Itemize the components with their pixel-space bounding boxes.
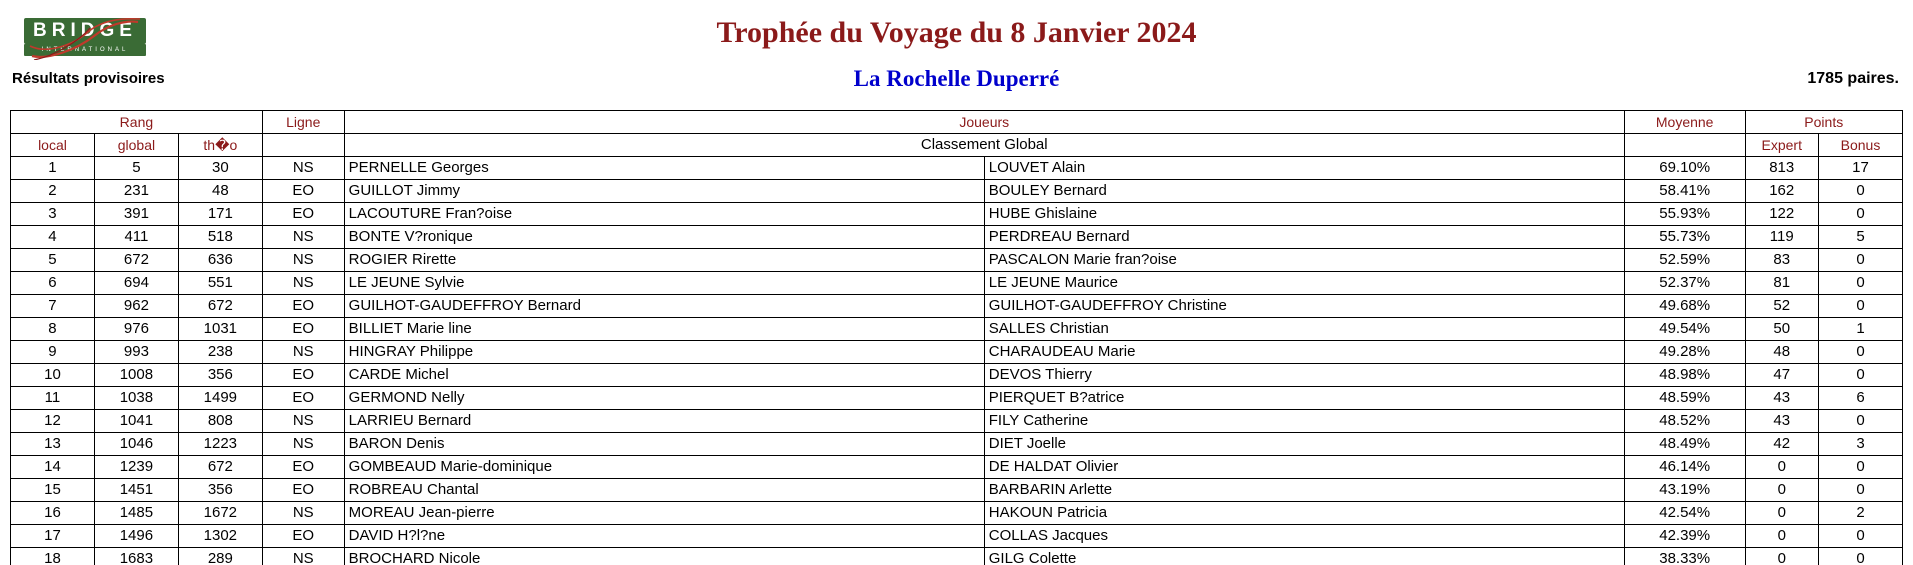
- cell-player-1: LARRIEU Bernard: [344, 410, 984, 433]
- cell-rang-theo: 808: [178, 410, 262, 433]
- cell-rang-global: 1239: [94, 456, 178, 479]
- cell-ligne: EO: [262, 456, 344, 479]
- cell-player-1: ROGIER Rirette: [344, 249, 984, 272]
- table-row: [11, 272, 1903, 295]
- cell-rang-theo: 356: [178, 479, 262, 502]
- cell-ligne: NS: [262, 548, 344, 565]
- cell-rang-global: 1683: [94, 548, 178, 565]
- cell-rang-theo: 1499: [178, 387, 262, 410]
- cell-ligne: NS: [262, 157, 344, 180]
- cell-player-1: BARON Denis: [344, 433, 984, 456]
- cell-rang-local: 6: [11, 272, 95, 295]
- cell-rang-local: 16: [11, 502, 95, 525]
- cell-points-expert: 42: [1745, 433, 1818, 456]
- table-sub-header-row: [11, 134, 1903, 157]
- cell-moyenne: 69.10%: [1624, 157, 1745, 180]
- cell-rang-local: 8: [11, 318, 95, 341]
- cell-points-expert: 81: [1745, 272, 1818, 295]
- cell-ligne: NS: [262, 226, 344, 249]
- cell-ligne: NS: [262, 433, 344, 456]
- cell-player-1: HINGRAY Philippe: [344, 341, 984, 364]
- header-global: global: [94, 134, 178, 157]
- cell-rang-theo: 518: [178, 226, 262, 249]
- cell-points-bonus: 0: [1818, 364, 1902, 387]
- cell-rang-theo: 672: [178, 295, 262, 318]
- table-row: [11, 456, 1903, 479]
- cell-moyenne: 55.93%: [1624, 203, 1745, 226]
- cell-rang-global: 411: [94, 226, 178, 249]
- cell-player-1: LACOUTURE Fran?oise: [344, 203, 984, 226]
- cell-points-bonus: 0: [1818, 548, 1902, 565]
- cell-points-bonus: 0: [1818, 525, 1902, 548]
- table-row: [11, 410, 1903, 433]
- header-points: Points: [1745, 111, 1902, 134]
- cell-ligne: NS: [262, 272, 344, 295]
- results-table-container: [10, 110, 1903, 565]
- cell-ligne: EO: [262, 203, 344, 226]
- table-group-header-row: [11, 111, 1903, 134]
- cell-points-expert: 162: [1745, 180, 1818, 203]
- cell-ligne: EO: [262, 318, 344, 341]
- cell-ligne: EO: [262, 180, 344, 203]
- cell-player-1: CARDE Michel: [344, 364, 984, 387]
- cell-rang-theo: 48: [178, 180, 262, 203]
- table-row: [11, 180, 1903, 203]
- cell-points-bonus: 0: [1818, 410, 1902, 433]
- cell-points-bonus: 0: [1818, 249, 1902, 272]
- cell-rang-local: 5: [11, 249, 95, 272]
- cell-player-1: DAVID H?l?ne: [344, 525, 984, 548]
- cell-player-2: DEVOS Thierry: [984, 364, 1624, 387]
- cell-points-bonus: 0: [1818, 295, 1902, 318]
- cell-points-expert: 43: [1745, 387, 1818, 410]
- cell-player-1: GOMBEAUD Marie-dominique: [344, 456, 984, 479]
- cell-moyenne: 42.54%: [1624, 502, 1745, 525]
- cell-moyenne: 42.39%: [1624, 525, 1745, 548]
- cell-moyenne: 49.68%: [1624, 295, 1745, 318]
- results-table-body: [11, 157, 1903, 565]
- cell-rang-global: 5: [94, 157, 178, 180]
- table-row: [11, 341, 1903, 364]
- cell-points-bonus: 2: [1818, 502, 1902, 525]
- cell-points-expert: 83: [1745, 249, 1818, 272]
- cell-moyenne: 52.59%: [1624, 249, 1745, 272]
- header-moyenne-blank: [1624, 134, 1745, 157]
- cell-rang-global: 1008: [94, 364, 178, 387]
- cell-ligne: EO: [262, 295, 344, 318]
- table-row: [11, 364, 1903, 387]
- cell-points-bonus: 17: [1818, 157, 1902, 180]
- header-theo: th�o: [178, 134, 262, 157]
- cell-ligne: NS: [262, 502, 344, 525]
- cell-points-expert: 119: [1745, 226, 1818, 249]
- cell-rang-theo: 672: [178, 456, 262, 479]
- cell-points-expert: 0: [1745, 456, 1818, 479]
- cell-moyenne: 49.54%: [1624, 318, 1745, 341]
- cell-rang-global: 1451: [94, 479, 178, 502]
- cell-moyenne: 58.41%: [1624, 180, 1745, 203]
- cell-rang-global: 1041: [94, 410, 178, 433]
- cell-points-bonus: 3: [1818, 433, 1902, 456]
- page-header: [0, 0, 1913, 92]
- cell-moyenne: 52.37%: [1624, 272, 1745, 295]
- cell-player-1: GERMOND Nelly: [344, 387, 984, 410]
- cell-player-2: PASCALON Marie fran?oise: [984, 249, 1624, 272]
- cell-rang-theo: 551: [178, 272, 262, 295]
- cell-player-1: BILLIET Marie line: [344, 318, 984, 341]
- header-ligne-blank: [262, 134, 344, 157]
- table-row: [11, 295, 1903, 318]
- cell-rang-theo: 1223: [178, 433, 262, 456]
- cell-points-expert: 48: [1745, 341, 1818, 364]
- cell-ligne: EO: [262, 479, 344, 502]
- cell-rang-local: 7: [11, 295, 95, 318]
- table-row: [11, 203, 1903, 226]
- header-bonus: Bonus: [1818, 134, 1902, 157]
- cell-rang-global: 694: [94, 272, 178, 295]
- cell-ligne: EO: [262, 525, 344, 548]
- cell-rang-theo: 171: [178, 203, 262, 226]
- cell-points-expert: 0: [1745, 502, 1818, 525]
- cell-points-bonus: 0: [1818, 479, 1902, 502]
- cell-player-2: LE JEUNE Maurice: [984, 272, 1624, 295]
- cell-points-bonus: 0: [1818, 456, 1902, 479]
- cell-moyenne: 49.28%: [1624, 341, 1745, 364]
- cell-rang-global: 231: [94, 180, 178, 203]
- cell-player-2: DE HALDAT Olivier: [984, 456, 1624, 479]
- header-rang: Rang: [11, 111, 263, 134]
- cell-moyenne: 43.19%: [1624, 479, 1745, 502]
- header-local: local: [11, 134, 95, 157]
- header-moyenne: Moyenne: [1624, 111, 1745, 134]
- cell-moyenne: 48.59%: [1624, 387, 1745, 410]
- header-expert: Expert: [1745, 134, 1818, 157]
- page-title: Trophée du Voyage du 8 Janvier 2024: [716, 16, 1197, 49]
- cell-points-bonus: 0: [1818, 272, 1902, 295]
- cell-player-2: CHARAUDEAU Marie: [984, 341, 1624, 364]
- header-joueurs: Joueurs: [344, 111, 1624, 134]
- cell-points-expert: 0: [1745, 525, 1818, 548]
- header-ligne: Ligne: [262, 111, 344, 134]
- header-subline: [0, 66, 1913, 102]
- cell-rang-global: 672: [94, 249, 178, 272]
- cell-ligne: EO: [262, 364, 344, 387]
- cell-rang-local: 14: [11, 456, 95, 479]
- cell-rang-global: 1485: [94, 502, 178, 525]
- cell-ligne: NS: [262, 341, 344, 364]
- header-classement-global: Classement Global: [344, 134, 1624, 157]
- cell-player-1: GUILHOT-GAUDEFFROY Bernard: [344, 295, 984, 318]
- cell-rang-global: 391: [94, 203, 178, 226]
- cell-rang-local: 15: [11, 479, 95, 502]
- cell-points-expert: 52: [1745, 295, 1818, 318]
- cell-player-2: BARBARIN Arlette: [984, 479, 1624, 502]
- cell-rang-local: 3: [11, 203, 95, 226]
- cell-rang-global: 976: [94, 318, 178, 341]
- cell-rang-global: 1046: [94, 433, 178, 456]
- cell-player-2: HAKOUN Patricia: [984, 502, 1624, 525]
- cell-rang-global: 1496: [94, 525, 178, 548]
- table-row: [11, 249, 1903, 272]
- cell-ligne: EO: [262, 387, 344, 410]
- cell-points-expert: 0: [1745, 548, 1818, 565]
- cell-moyenne: 38.33%: [1624, 548, 1745, 565]
- provisional-status: Résultats provisoires: [12, 70, 165, 87]
- table-row: [11, 548, 1903, 565]
- cell-rang-theo: 30: [178, 157, 262, 180]
- cell-player-1: ROBREAU Chantal: [344, 479, 984, 502]
- cell-points-expert: 43: [1745, 410, 1818, 433]
- cell-moyenne: 48.49%: [1624, 433, 1745, 456]
- table-row: [11, 387, 1903, 410]
- cell-rang-local: 2: [11, 180, 95, 203]
- cell-player-2: LOUVET Alain: [984, 157, 1624, 180]
- cell-player-1: BROCHARD Nicole: [344, 548, 984, 565]
- cell-player-1: GUILLOT Jimmy: [344, 180, 984, 203]
- cell-player-2: HUBE Ghislaine: [984, 203, 1624, 226]
- cell-moyenne: 55.73%: [1624, 226, 1745, 249]
- cell-points-bonus: 5: [1818, 226, 1902, 249]
- cell-player-1: BONTE V?ronique: [344, 226, 984, 249]
- cell-points-bonus: 0: [1818, 203, 1902, 226]
- cell-ligne: NS: [262, 249, 344, 272]
- cell-rang-theo: 356: [178, 364, 262, 387]
- cell-player-1: PERNELLE Georges: [344, 157, 984, 180]
- table-row: [11, 525, 1903, 548]
- cell-moyenne: 46.14%: [1624, 456, 1745, 479]
- table-row: [11, 157, 1903, 180]
- cell-rang-local: 13: [11, 433, 95, 456]
- cell-rang-local: 17: [11, 525, 95, 548]
- cell-points-bonus: 0: [1818, 341, 1902, 364]
- cell-points-expert: 50: [1745, 318, 1818, 341]
- cell-moyenne: 48.98%: [1624, 364, 1745, 387]
- table-row: [11, 479, 1903, 502]
- cell-player-2: PIERQUET B?atrice: [984, 387, 1624, 410]
- cell-player-2: SALLES Christian: [984, 318, 1624, 341]
- cell-rang-theo: 1302: [178, 525, 262, 548]
- cell-rang-local: 9: [11, 341, 95, 364]
- cell-player-2: COLLAS Jacques: [984, 525, 1624, 548]
- venue-name: La Rochelle Duperré: [853, 66, 1060, 91]
- cell-player-2: DIET Joelle: [984, 433, 1624, 456]
- cell-rang-local: 10: [11, 364, 95, 387]
- cell-rang-theo: 636: [178, 249, 262, 272]
- cell-rang-local: 12: [11, 410, 95, 433]
- table-row: [11, 433, 1903, 456]
- cell-player-2: BOULEY Bernard: [984, 180, 1624, 203]
- cell-rang-theo: 1672: [178, 502, 262, 525]
- cell-player-2: FILY Catherine: [984, 410, 1624, 433]
- cell-rang-global: 1038: [94, 387, 178, 410]
- cell-rang-local: 18: [11, 548, 95, 565]
- cell-points-expert: 813: [1745, 157, 1818, 180]
- cell-rang-local: 1: [11, 157, 95, 180]
- cell-rang-theo: 289: [178, 548, 262, 565]
- table-row: [11, 318, 1903, 341]
- cell-player-2: PERDREAU Bernard: [984, 226, 1624, 249]
- cell-points-expert: 122: [1745, 203, 1818, 226]
- logo-text: BRIDGE: [33, 20, 137, 41]
- cell-player-2: GUILHOT-GAUDEFFROY Christine: [984, 295, 1624, 318]
- cell-player-1: LE JEUNE Sylvie: [344, 272, 984, 295]
- cell-points-bonus: 0: [1818, 180, 1902, 203]
- cell-rang-theo: 238: [178, 341, 262, 364]
- results-table: [10, 110, 1903, 565]
- table-row: [11, 502, 1903, 525]
- cell-points-expert: 0: [1745, 479, 1818, 502]
- cell-rang-theo: 1031: [178, 318, 262, 341]
- cell-moyenne: 48.52%: [1624, 410, 1745, 433]
- cell-rang-local: 4: [11, 226, 95, 249]
- table-row: [11, 226, 1903, 249]
- cell-points-bonus: 6: [1818, 387, 1902, 410]
- cell-player-2: GILG Colette: [984, 548, 1624, 565]
- cell-points-expert: 47: [1745, 364, 1818, 387]
- cell-rang-global: 993: [94, 341, 178, 364]
- cell-rang-global: 962: [94, 295, 178, 318]
- cell-player-1: MOREAU Jean-pierre: [344, 502, 984, 525]
- cell-points-bonus: 1: [1818, 318, 1902, 341]
- pairs-count: 1785 paires.: [1807, 70, 1899, 87]
- logo-subtext: INTERNATIONAL: [41, 47, 129, 53]
- cell-ligne: NS: [262, 410, 344, 433]
- cell-rang-local: 11: [11, 387, 95, 410]
